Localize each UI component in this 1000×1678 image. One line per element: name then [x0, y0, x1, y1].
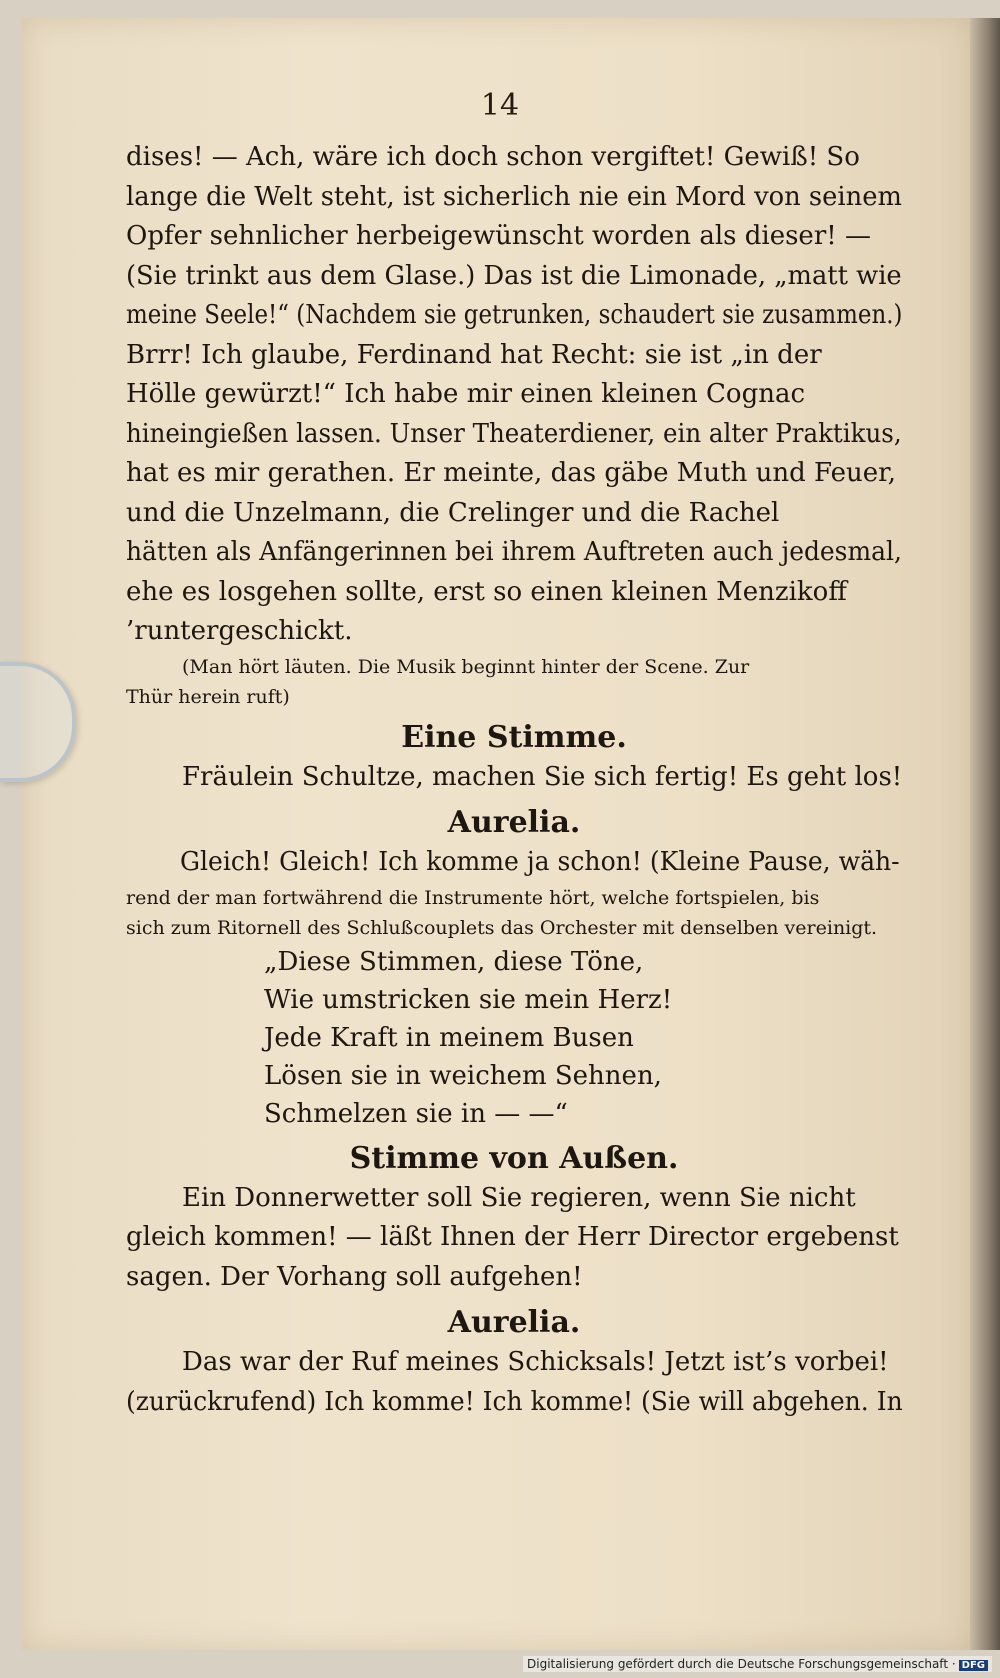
verse-line: Wie umstricken sie mein Herz! — [264, 984, 673, 1015]
dfg-logo: DFG — [959, 1660, 988, 1671]
stage-direction: rend der man fortwährend die Instrumente hört, welche fortspielen, bis — [126, 886, 820, 909]
text-line: hätten als Anfängerinnen bei ihrem Auftreten auch jedesmal, — [126, 537, 902, 567]
verse-line: „Diese Stimmen, diese Töne, — [264, 946, 644, 977]
digitization-credit — [523, 1656, 992, 1672]
credit-text: Digitalisierung gefördert durch die Deutsche Forschungsgemeinschaft · — [527, 1657, 956, 1671]
text-line: sagen. Der Vorhang soll aufgehen! — [126, 1261, 583, 1292]
text-line: Fräulein Schultze, machen Sie sich fertig! Es geht los! — [182, 761, 903, 792]
text-line: (Sie trinkt aus dem Glase.) Das ist die Limonade, „matt wie — [126, 260, 902, 291]
page-number: 14 — [480, 88, 520, 123]
verse-line: Lösen sie in weichem Sehnen, — [264, 1060, 662, 1091]
stage-direction: (Man hört läuten. Die Musik beginnt hinter der Scene. Zur — [182, 655, 750, 678]
text-line: gleich kommen! — läßt Ihnen der Herr Director ergebenst — [126, 1222, 899, 1252]
stage-direction: Thür herein ruft) — [126, 685, 290, 708]
verse-line: Jede Kraft in meinem Busen — [264, 1022, 634, 1053]
text-line: ehe es losgehen sollte, erst so einen kleinen Menzikoff — [126, 576, 847, 607]
text-line: ’runtergeschickt. — [126, 616, 353, 646]
page-text — [126, 138, 902, 1422]
text-line: Opfer sehnlicher herbeigewünscht worden als dieser! — — [126, 221, 871, 251]
speaker-name: Eine Stimme. — [401, 719, 627, 755]
text-line: Gleich! Gleich! Ich komme ja schon! (Kleine Pause, wäh- — [179, 847, 900, 877]
text-line: (zurückrufend) Ich komme! Ich komme! (Sie will abgehen. In — [126, 1386, 903, 1417]
text-line: Brrr! Ich glaube, Ferdinand hat Recht: sie ist „in der — [126, 339, 822, 370]
speaker-name: Aurelia. — [447, 1305, 581, 1340]
text-line: und die Unzelmann, die Crelinger und die Rachel — [126, 497, 780, 528]
text-line: hat es mir gerathen. Er meinte, das gäbe Muth und Feuer, — [126, 458, 896, 488]
stage-direction: sich zum Ritornell des Schlußcouplets das Orchester mit denselben vereinigt. — [126, 916, 878, 939]
text-line: Das war der Ruf meines Schicksals! Jetzt ist’s vorbei! — [182, 1347, 889, 1377]
text-line: Hölle gewürzt!“ Ich habe mir einen kleinen Cognac — [126, 379, 806, 409]
text-line: meine Seele!“ (Nachdem sie getrunken, schaudert sie zusammen.) — [126, 300, 903, 330]
verse-line: Schmelzen sie in — —“ — [264, 1098, 568, 1129]
book-binding — [970, 18, 1000, 1650]
text-line: lange die Welt steht, ist sicherlich nie ein Mord von seinem — [126, 181, 902, 212]
text-line: hineingießen lassen. Unser Theaterdiener, ein alter Praktikus, — [126, 418, 902, 449]
text-line: Ein Donnerwetter soll Sie regieren, wenn Sie nicht — [182, 1182, 856, 1213]
speaker-name: Stimme von Außen. — [349, 1140, 679, 1176]
speaker-name: Aurelia. — [447, 805, 581, 840]
text-line: dises! — Ach, wäre ich doch schon vergiftet! Gewiß! So — [126, 142, 860, 172]
